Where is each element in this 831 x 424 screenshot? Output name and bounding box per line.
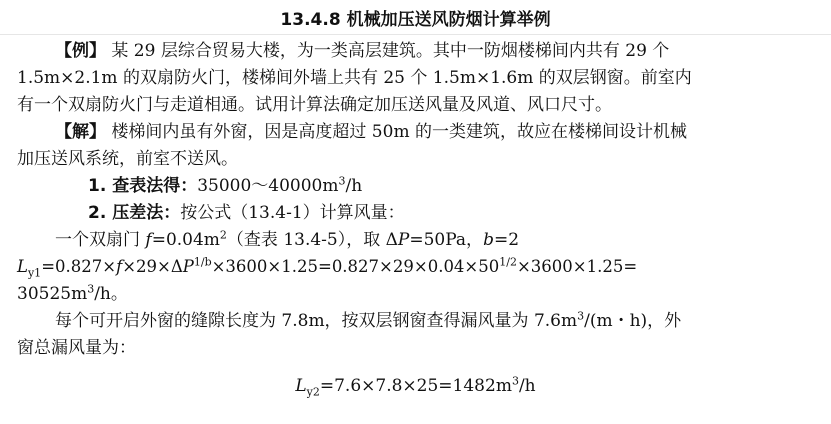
method-1-label: 1. 查表法得： bbox=[88, 176, 198, 196]
method-2-text: 按公式（13.4-1）计算风量： bbox=[180, 203, 405, 223]
method-1-value: 35000～40000m bbox=[197, 176, 339, 196]
formula-1-var-p: P bbox=[182, 257, 194, 276]
formula-2-var-l: L bbox=[295, 376, 307, 396]
example-line-3: 有一个双扇防火门与走道相通。试用计算法确定加压送风量及风道、风口尺寸。 bbox=[17, 95, 612, 115]
formula-1-text-d: ×3600×1.25= bbox=[516, 257, 638, 276]
door-var-p: P bbox=[397, 230, 410, 250]
formula-2-sub: y2 bbox=[306, 385, 320, 399]
door-text-c: （查表 13.4-5），取 Δ bbox=[226, 230, 398, 250]
method-1-sup: 3 bbox=[338, 174, 346, 188]
formula-2-sup: 3 bbox=[511, 374, 519, 388]
title-divider bbox=[0, 34, 831, 35]
door-text-b: =0.04m bbox=[151, 230, 220, 250]
window-line-2: 窗总漏风量为： bbox=[17, 338, 136, 358]
formula-1-text-b: ×29×Δ bbox=[122, 257, 183, 276]
formula-1-sup-2: 1/2 bbox=[499, 255, 517, 269]
method-1-line bbox=[88, 175, 362, 197]
window-sup: 3 bbox=[577, 309, 585, 323]
window-text-b: /(m・h)，外 bbox=[584, 311, 682, 331]
formula-1-var-f: f bbox=[116, 257, 123, 276]
method-1-unit: /h bbox=[345, 176, 363, 196]
door-text-d: =50Pa， bbox=[409, 230, 484, 250]
section-title: 13.4.8 机械加压送风防烟计算举例 bbox=[280, 10, 551, 30]
door-text-e: =2 bbox=[493, 230, 520, 250]
formula-1-text-a: =0.827× bbox=[41, 257, 117, 276]
window-text-a: 每个可开启外窗的缝隙长度为 7.8m，按双层钢窗查得漏风量为 7.6m bbox=[55, 311, 578, 331]
formula-ly2-line bbox=[0, 375, 831, 397]
example-label: 【例】 bbox=[55, 41, 106, 61]
solution-label: 【解】 bbox=[55, 122, 106, 142]
door-sup: 2 bbox=[219, 228, 227, 242]
example-line-2: 1.5m×2.1m 的双扇防火门，楼梯间外墙上共有 25 个 1.5m×1.6m 的双层钢窗。前室内 bbox=[17, 68, 692, 88]
formula-ly1-result-line bbox=[17, 283, 128, 305]
formula-2-text-b: /h bbox=[518, 376, 536, 396]
formula-1-end: /h。 bbox=[94, 284, 128, 304]
door-text-a: 一个双扇门 bbox=[55, 230, 146, 250]
solution-text-1: 楼梯间内虽有外窗，因是高度超过 50m 的一类建筑，故应在楼梯间设计机械 bbox=[111, 122, 687, 142]
formula-ly1-line bbox=[17, 256, 637, 278]
formula-1-sup-1: 1/b bbox=[193, 255, 212, 269]
formula-1-result: 30525m bbox=[17, 284, 88, 304]
formula-1-sup-3: 3 bbox=[87, 282, 95, 296]
formula-1-sub: y1 bbox=[27, 266, 42, 280]
method-2-line bbox=[88, 202, 405, 224]
formula-2-text-a: =7.6×7.8×25=1482m bbox=[319, 376, 512, 396]
method-2-label: 2. 压差法： bbox=[88, 203, 181, 223]
formula-1-text-c: ×3600×1.25=0.827×29×0.04×50 bbox=[211, 257, 500, 276]
solution-line-1 bbox=[55, 121, 687, 143]
example-line-1 bbox=[55, 40, 669, 62]
door-var-f: f bbox=[145, 230, 152, 250]
solution-line-2: 加压送风系统，前室不送风。 bbox=[17, 149, 238, 169]
window-line-1 bbox=[55, 310, 681, 332]
formula-1-var-l: L bbox=[17, 257, 28, 276]
door-parameters-line bbox=[55, 229, 519, 251]
example-text-1: 某 29 层综合贸易大楼，为一类高层建筑。其中一防烟楼梯间内共有 29 个 bbox=[111, 41, 670, 61]
door-var-b: b bbox=[483, 230, 494, 250]
